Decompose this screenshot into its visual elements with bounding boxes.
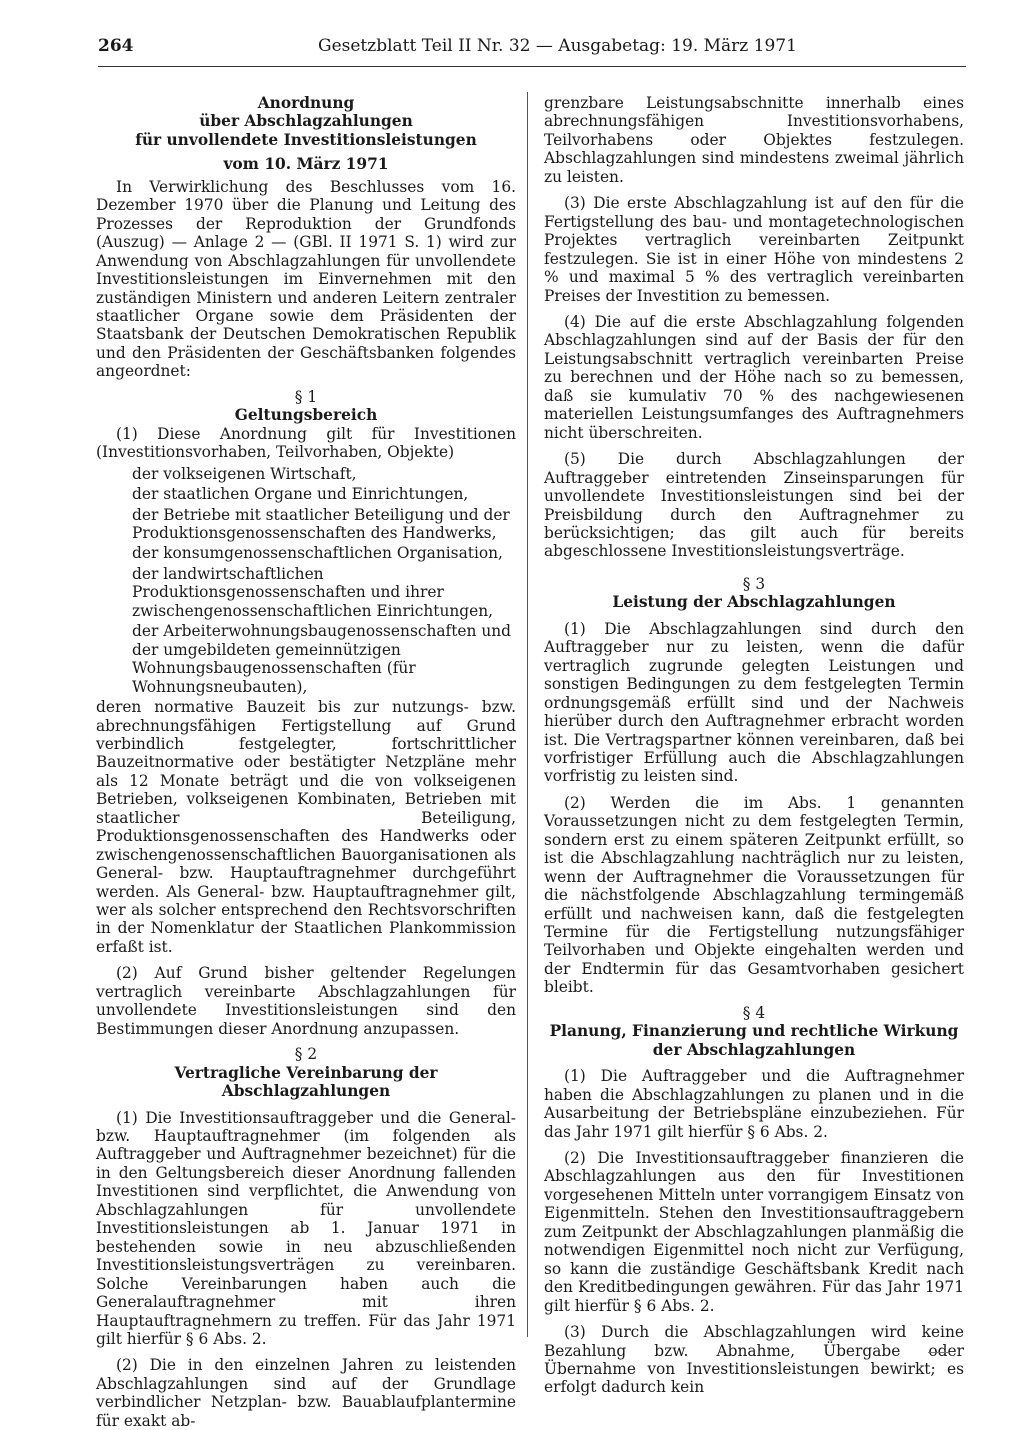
title-line: für unvollendete Investitionsleistungen xyxy=(135,130,477,149)
title-line: der Abschlagzahlungen xyxy=(652,1040,856,1059)
section-2-paragraph-5: (5) Die durch Abschlagzahlungen der Auftraggeber eintretenden Zinseinsparungen für unvollendete Investitionsleistungen sind bei der Preisbildung durch den Auftragnehmer zu berücksichtigen; das gilt auch für bereits abgeschlossene Investitionsleistungsverträge. xyxy=(544,450,964,561)
ordinance-date: vom 10. März 1971 xyxy=(223,155,389,174)
title-line: Planung, Finanzierung und rechtliche Wirkung xyxy=(549,1022,959,1041)
page-number: 264 xyxy=(98,36,134,56)
ordinance-title xyxy=(96,94,516,149)
section-3-paragraph-2: (2) Werden die im Abs. 1 genannten Voraussetzungen nicht zu dem festgelegten Termin, sondern erst zu einem späteren Zeitpunkt erfüllt, so ist die Abschlagzahlung nachträglich nur zu leisten, wenn der Auftragnehmer die Voraussetzungen für die nächstfolgende Abschlagzahlung termingemäß erfüllt und nachweisen kann, daß die festgelegten Termine für die Fertigstellung nutzungsfähiger Teilvorhaben und Objekte eingehalten werden und der Endtermin für das Gesamtvorhaben gesichert bleibt. xyxy=(544,793,964,997)
section-4-title xyxy=(544,1022,964,1059)
list-item: der volkseigenen Wirtschaft, xyxy=(132,464,357,483)
page-end-mark xyxy=(928,1352,950,1353)
list-item: der staatlichen Organe und Einrichtungen, xyxy=(132,485,469,504)
section-2-number: § 2 xyxy=(294,1045,318,1064)
list-item: der Arbeiterwohnungsbaugenossenschaften und der umgebildeten gemeinnützigen Wohnungsbaugenossenschaften (für Wohnungsneubauten), xyxy=(132,622,512,696)
section-1-list xyxy=(132,465,516,696)
section-2-paragraph-1: (1) Die Investitionsauftraggeber und die General- bzw. Hauptauftragnehmer (im folgenden als Auftraggeber und Auftragnehmer bezeichnet) für die in den Geltungsbereich dieser Anordnung fallenden Investitionen sind verpflichtet, die Anwendung von Abschlagzahlungen für unvollendete Investitionsleistungen ab 1. Januar 1971 in bestehenden sowie in neu abzuschließenden Investitionsleistungsverträgen zu vereinbaren. Solche Vereinbarungen haben auch die Generalauftragnehmer mit ihren Hauptauftragnehmern zu treffen. Für das Jahr 1971 gilt hierfür § 6 Abs. 2. xyxy=(96,1108,516,1348)
title-line: über Abschlagzahlungen xyxy=(199,112,413,131)
section-1-paragraph-1: (1) Diese Anordnung gilt für Investitionen (Investitionsvorhaben, Teilvorhaben, Objekte) xyxy=(96,424,516,462)
list-item: der landwirtschaftlichen Produktionsgenossenschaften und ihrer zwischengenossenschaftlichen Einrichtungen, xyxy=(132,564,494,620)
section-3-title: Leistung der Abschlagzahlungen xyxy=(612,593,896,612)
preamble: In Verwirklichung des Beschlusses vom 16. Dezember 1970 über die Planung und Leitung des Prozesses der Reproduktion der Grundfonds (Auszug) — Anlage 2 — (GBl. II 1971 S. 1) wird zur Anwendung von Abschlagzahlungen für unvollendete Investitionsleistungen im Einvernehmen mit den zuständigen Ministern und anderen Leitern zentraler staatlicher Organe sowie dem Präsidenten der Staatsbank der Deutschen Demokratischen Republik und den Präsidenten der Geschäftsbanken folgendes angeordnet: xyxy=(96,177,516,381)
right-column xyxy=(544,94,964,1397)
section-4-paragraph-3: (3) Durch die Abschlagzahlungen wird keine Bezahlung bzw. Abnahme, Übergabe oder Übernahme von Investitionsleistungen bewirkt; es erfolgt dadurch kein xyxy=(544,1323,964,1397)
section-1-number: § 1 xyxy=(294,387,318,406)
column-divider xyxy=(527,92,528,1337)
list-item: der konsumgenossenschaftlichen Organisation, xyxy=(132,544,503,563)
section-3-paragraph-1: (1) Die Abschlagzahlungen sind durch den Auftraggeber nur zu leisten, wenn die dafür vertraglich zugrunde gelegten Leistungen und sonstigen Bedingungen zu dem festgelegten Termin ordnungsgemäß erfüllt sind und der Nachweis hierüber durch den Auftragnehmer erbracht worden ist. Die Vertragspartner können vereinbaren, daß bei vorfristiger Erfüllung auch die Abschlagzahlungen vorfristig zu leisten sind. xyxy=(544,619,964,786)
title-line: Anordnung xyxy=(257,94,355,112)
section-1-paragraph-1-continued: deren normative Bauzeit bis zur nutzungs- bzw. abrechnungsfähigen Fertigstellung auf Grund verbindlich festgelegter, fortschrittlicher Bauzeitnormative oder bestätigter Netzpläne mehr als 12 Monate beträgt und die von volkseigenen Betrieben, volkseigenen Kombinaten, Betrieben mit staatlicher Beteiligung, Produktionsgenossenschaften des Handwerks oder zwischengenossenschaftlichen Bauorganisationen als General- bzw. Hauptauftragnehmer durchgeführt werden. Als General- bzw. Hauptauftragnehmer gilt, wer als solcher entsprechend den Rechtsvorschriften in der Nomenklatur der Staatlichen Plankommission erfaßt ist. xyxy=(96,698,516,956)
section-1-paragraph-2: (2) Auf Grund bisher geltender Regelungen vertraglich vereinbarte Abschlagzahlungen für unvollendete Investitionsleistungen sind den Bestimmungen dieser Anordnung anzupassen. xyxy=(96,964,516,1038)
section-2-paragraph-4: (4) Die auf die erste Abschlagzahlung folgenden Abschlagzahlungen sind auf der Basis der für den Leistungsabschnitt vertraglich vereinbarten Preise zu berechnen und der Höhe nach so zu bemessen, daß sie kumulativ 70 % des nachgewiesenen materiellen Leistungsumfanges des Auftragnehmers nicht überschreiten. xyxy=(544,312,964,442)
section-3-number: § 3 xyxy=(742,574,766,593)
section-4-paragraph-2: (2) Die Investitionsauftraggeber finanzieren die Abschlagzahlungen aus den für Investitionen vorgesehenen Mitteln unter vorrangigem Einsatz von Eigenmitteln. Stehen den Investitionsauftraggebern zum Zeitpunkt der Abschlagzahlungen planmäßig die notwendigen Eigenmittel noch nicht zur Verfügung, so kann die zuständige Geschäftsbank Kredit nach den Kreditbedingungen gewähren. Für das Jahr 1971 gilt hierfür § 6 Abs. 2. xyxy=(544,1149,964,1315)
list-item: der Betriebe mit staatlicher Beteiligung und der Produktionsgenossenschaften des Handwerks, xyxy=(132,505,510,542)
section-2-paragraph-2-continued: grenzbare Leistungsabschnitte innerhalb eines abrechnungsfähigen Investitionsvorhabens, Teilvorhabens oder Objektes festzulegen. Abschlagzahlungen sind mindestens zweimal jährlich zu leisten. xyxy=(544,94,964,186)
section-4-paragraph-1: (1) Die Auftraggeber und die Auftragnehmer haben die Abschlagzahlungen zu planen und in die Ausarbeitung der Betriebspläne einzubeziehen. Für das Jahr 1971 gilt hierfür § 6 Abs. 2. xyxy=(544,1067,964,1141)
section-4-number: § 4 xyxy=(742,1003,766,1022)
section-2-paragraph-3: (3) Die erste Abschlagzahlung ist auf den für die Fertigstellung des bau- und montagetechnologischen Projektes vertraglich vereinbarten Zeitpunkt festzulegen. Sie ist in einer Höhe von mindestens 2 % und maximal 5 % des vertraglich vereinbarten Preises der Investition zu bemessen. xyxy=(544,194,964,305)
page-header xyxy=(98,36,966,60)
section-2-title: Vertragliche Vereinbarung der Abschlagzahlungen xyxy=(174,1063,438,1101)
left-column xyxy=(96,94,516,1430)
header-title: Gesetzblatt Teil II Nr. 32 — Ausgabetag: 19. März 1971 xyxy=(318,36,797,56)
header-rule xyxy=(98,66,966,67)
section-1-title: Geltungsbereich xyxy=(234,406,378,425)
section-2-paragraph-2: (2) Die in den einzelnen Jahren zu leistenden Abschlagzahlungen sind auf der Grundlage verbindlicher Netzplan- bzw. Bauablaufplantermine für exakt ab- xyxy=(96,1356,516,1430)
